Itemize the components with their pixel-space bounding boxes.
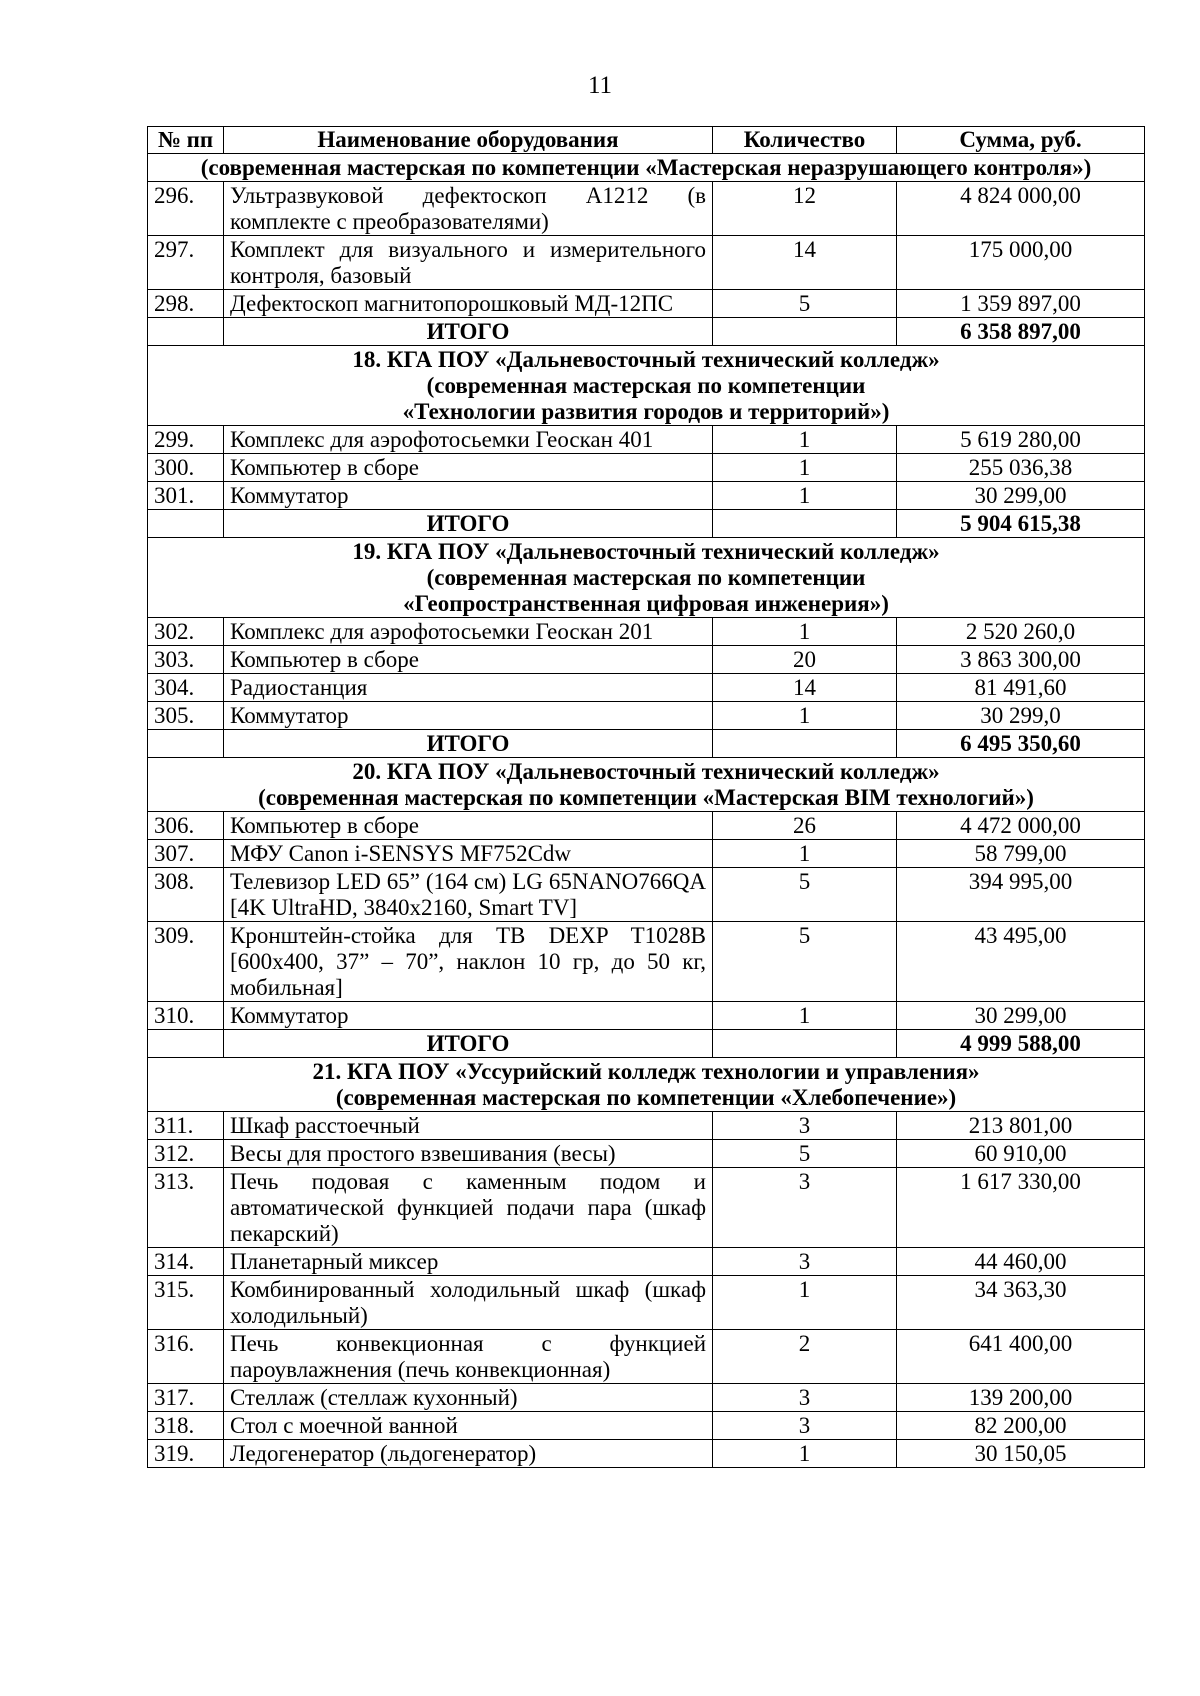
item-number: 305. bbox=[148, 702, 224, 730]
section-title-row bbox=[148, 154, 1145, 182]
table-row bbox=[148, 840, 1145, 868]
item-quantity: 1 bbox=[713, 702, 897, 730]
item-name: Компьютер в сборе bbox=[224, 454, 713, 482]
item-quantity: 1 bbox=[713, 454, 897, 482]
item-sum: 5 619 280,00 bbox=[897, 426, 1145, 454]
item-sum: 641 400,00 bbox=[897, 1330, 1145, 1384]
table-row bbox=[148, 674, 1145, 702]
item-sum: 394 995,00 bbox=[897, 868, 1145, 922]
item-sum: 81 491,60 bbox=[897, 674, 1145, 702]
item-quantity: 20 bbox=[713, 646, 897, 674]
section-title-line: (современная мастерская по компетенции «Хлебопечение») bbox=[335, 1085, 957, 1110]
section-title-line: (современная мастерская по компетенции «Мастерская неразрушающего контроля») bbox=[200, 155, 1092, 180]
item-quantity: 3 bbox=[713, 1412, 897, 1440]
item-number: 313. bbox=[148, 1168, 224, 1248]
table-row bbox=[148, 1002, 1145, 1030]
item-quantity: 5 bbox=[713, 922, 897, 1002]
total-empty-cell bbox=[713, 510, 897, 538]
table-row bbox=[148, 702, 1145, 730]
item-sum: 3 863 300,00 bbox=[897, 646, 1145, 674]
item-quantity: 3 bbox=[713, 1112, 897, 1140]
item-quantity: 1 bbox=[713, 426, 897, 454]
item-number: 318. bbox=[148, 1412, 224, 1440]
total-row bbox=[148, 318, 1145, 346]
item-quantity: 1 bbox=[713, 1002, 897, 1030]
table-header-row bbox=[148, 127, 1145, 154]
item-name: Печь подовая с каменным подом и автоматической функцией подачи пара (шкаф пекарский) bbox=[224, 1168, 713, 1248]
table-row bbox=[148, 1276, 1145, 1330]
item-number: 296. bbox=[148, 182, 224, 236]
item-name: Коммутатор bbox=[224, 702, 713, 730]
total-sum: 6 358 897,00 bbox=[897, 318, 1145, 346]
item-name: Комплекс для аэрофотосьемки Геоскан 201 bbox=[224, 618, 713, 646]
item-quantity: 2 bbox=[713, 1330, 897, 1384]
item-name: Ультразвуковой дефектоскоп А1212 (в комплекте с преобразователями) bbox=[224, 182, 713, 236]
header-sum: Сумма, руб. bbox=[897, 127, 1145, 154]
total-empty-cell bbox=[148, 510, 224, 538]
item-sum: 1 359 897,00 bbox=[897, 290, 1145, 318]
table-row bbox=[148, 618, 1145, 646]
item-sum: 30 299,00 bbox=[897, 1002, 1145, 1030]
item-name: Комплекс для аэрофотосьемки Геоскан 401 bbox=[224, 426, 713, 454]
item-name: Стол с моечной ванной bbox=[224, 1412, 713, 1440]
section-title-line: 19. КГА ПОУ «Дальневосточный технический колледж» bbox=[352, 539, 940, 564]
item-name: Дефектоскоп магнитопорошковый МД-12ПС bbox=[224, 290, 713, 318]
item-sum: 139 200,00 bbox=[897, 1384, 1145, 1412]
section-title bbox=[148, 154, 1145, 182]
table-row bbox=[148, 1112, 1145, 1140]
section-title bbox=[148, 1058, 1145, 1112]
total-empty-cell bbox=[148, 730, 224, 758]
total-label: ИТОГО bbox=[224, 730, 713, 758]
item-number: 301. bbox=[148, 482, 224, 510]
table-row bbox=[148, 1440, 1145, 1468]
item-quantity: 1 bbox=[713, 1440, 897, 1468]
item-number: 306. bbox=[148, 812, 224, 840]
section-title-line: (современная мастерская по компетенции «Мастерская BIM технологий») bbox=[258, 785, 1034, 810]
section-title-line: 20. КГА ПОУ «Дальневосточный технический колледж» bbox=[352, 759, 940, 784]
section-title-line: 18. КГА ПОУ «Дальневосточный технический колледж» bbox=[352, 347, 940, 372]
item-number: 311. bbox=[148, 1112, 224, 1140]
section-title-line: (современная мастерская по компетенции bbox=[426, 565, 866, 590]
item-number: 312. bbox=[148, 1140, 224, 1168]
table-row bbox=[148, 454, 1145, 482]
table-row bbox=[148, 182, 1145, 236]
table-row bbox=[148, 290, 1145, 318]
item-name: Ледогенератор (льдогенератор) bbox=[224, 1440, 713, 1468]
table-row bbox=[148, 646, 1145, 674]
item-name: Кронштейн-стойка для ТВ DEXP T1028B [600x400, 37” – 70”, наклон 10 гр, до 50 кг, мобильная] bbox=[224, 922, 713, 1002]
table-row bbox=[148, 868, 1145, 922]
total-empty-cell bbox=[148, 318, 224, 346]
table-row bbox=[148, 812, 1145, 840]
item-sum: 30 299,0 bbox=[897, 702, 1145, 730]
item-name: Стеллаж (стеллаж кухонный) bbox=[224, 1384, 713, 1412]
total-empty-cell bbox=[713, 1030, 897, 1058]
item-number: 299. bbox=[148, 426, 224, 454]
total-sum: 4 999 588,00 bbox=[897, 1030, 1145, 1058]
section-title-line: «Геопространственная цифровая инженерия») bbox=[403, 591, 889, 616]
item-number: 300. bbox=[148, 454, 224, 482]
item-sum: 30 150,05 bbox=[897, 1440, 1145, 1468]
item-sum: 2 520 260,0 bbox=[897, 618, 1145, 646]
item-quantity: 1 bbox=[713, 482, 897, 510]
item-number: 304. bbox=[148, 674, 224, 702]
total-empty-cell bbox=[713, 318, 897, 346]
item-sum: 44 460,00 bbox=[897, 1248, 1145, 1276]
section-title-row bbox=[148, 346, 1145, 426]
item-quantity: 5 bbox=[713, 1140, 897, 1168]
item-sum: 58 799,00 bbox=[897, 840, 1145, 868]
table-row bbox=[148, 1248, 1145, 1276]
item-quantity: 14 bbox=[713, 674, 897, 702]
total-row bbox=[148, 730, 1145, 758]
item-quantity: 5 bbox=[713, 290, 897, 318]
table-row bbox=[148, 1412, 1145, 1440]
item-quantity: 26 bbox=[713, 812, 897, 840]
item-name: Коммутатор bbox=[224, 482, 713, 510]
item-number: 314. bbox=[148, 1248, 224, 1276]
item-number: 319. bbox=[148, 1440, 224, 1468]
item-sum: 175 000,00 bbox=[897, 236, 1145, 290]
item-number: 307. bbox=[148, 840, 224, 868]
equipment-table bbox=[147, 126, 1145, 1468]
table-row bbox=[148, 426, 1145, 454]
item-sum: 30 299,00 bbox=[897, 482, 1145, 510]
item-number: 298. bbox=[148, 290, 224, 318]
item-sum: 4 472 000,00 bbox=[897, 812, 1145, 840]
section-title bbox=[148, 758, 1145, 812]
item-name: Комбинированный холодильный шкаф (шкаф холодильный) bbox=[224, 1276, 713, 1330]
table-row bbox=[148, 1168, 1145, 1248]
total-label: ИТОГО bbox=[224, 1030, 713, 1058]
item-name: Комплект для визуального и измерительного контроля, базовый bbox=[224, 236, 713, 290]
item-quantity: 1 bbox=[713, 618, 897, 646]
total-label: ИТОГО bbox=[224, 510, 713, 538]
total-sum: 6 495 350,60 bbox=[897, 730, 1145, 758]
item-number: 310. bbox=[148, 1002, 224, 1030]
item-sum: 34 363,30 bbox=[897, 1276, 1145, 1330]
item-name: Планетарный миксер bbox=[224, 1248, 713, 1276]
item-quantity: 3 bbox=[713, 1168, 897, 1248]
item-name: МФУ Canon i-SENSYS MF752Cdw bbox=[224, 840, 713, 868]
item-name: Шкаф расстоечный bbox=[224, 1112, 713, 1140]
table-row bbox=[148, 1330, 1145, 1384]
total-sum: 5 904 615,38 bbox=[897, 510, 1145, 538]
item-sum: 213 801,00 bbox=[897, 1112, 1145, 1140]
item-number: 317. bbox=[148, 1384, 224, 1412]
item-number: 303. bbox=[148, 646, 224, 674]
item-sum: 1 617 330,00 bbox=[897, 1168, 1145, 1248]
item-number: 309. bbox=[148, 922, 224, 1002]
item-sum: 82 200,00 bbox=[897, 1412, 1145, 1440]
item-name: Компьютер в сборе bbox=[224, 646, 713, 674]
total-empty-cell bbox=[148, 1030, 224, 1058]
total-empty-cell bbox=[713, 730, 897, 758]
section-title-line: (современная мастерская по компетенции bbox=[426, 373, 866, 398]
table-row bbox=[148, 482, 1145, 510]
section-title-row bbox=[148, 1058, 1145, 1112]
page-number: 11 bbox=[587, 72, 613, 99]
total-row bbox=[148, 1030, 1145, 1058]
header-name: Наименование оборудования bbox=[224, 127, 713, 154]
header-num: № пп bbox=[148, 127, 224, 154]
item-sum: 4 824 000,00 bbox=[897, 182, 1145, 236]
total-row bbox=[148, 510, 1145, 538]
section-title-line: «Технологии развития городов и территорий») bbox=[402, 399, 890, 424]
section-title-line: 21. КГА ПОУ «Уссурийский колледж технологии и управления» bbox=[312, 1059, 980, 1084]
item-name: Печь конвекционная с функцией пароувлажнения (печь конвекционная) bbox=[224, 1330, 713, 1384]
table-row bbox=[148, 1140, 1145, 1168]
item-quantity: 14 bbox=[713, 236, 897, 290]
section-title-row bbox=[148, 758, 1145, 812]
item-quantity: 1 bbox=[713, 840, 897, 868]
item-name: Весы для простого взвешивания (весы) bbox=[224, 1140, 713, 1168]
item-sum: 43 495,00 bbox=[897, 922, 1145, 1002]
table-row bbox=[148, 922, 1145, 1002]
item-name: Коммутатор bbox=[224, 1002, 713, 1030]
section-title bbox=[148, 346, 1145, 426]
item-number: 302. bbox=[148, 618, 224, 646]
item-number: 316. bbox=[148, 1330, 224, 1384]
item-number: 315. bbox=[148, 1276, 224, 1330]
item-quantity: 5 bbox=[713, 868, 897, 922]
item-quantity: 3 bbox=[713, 1248, 897, 1276]
header-qty: Количество bbox=[713, 127, 897, 154]
item-quantity: 1 bbox=[713, 1276, 897, 1330]
item-quantity: 3 bbox=[713, 1384, 897, 1412]
item-quantity: 12 bbox=[713, 182, 897, 236]
total-label: ИТОГО bbox=[224, 318, 713, 346]
table-row bbox=[148, 1384, 1145, 1412]
table-row bbox=[148, 236, 1145, 290]
table-body bbox=[148, 154, 1145, 1468]
item-number: 297. bbox=[148, 236, 224, 290]
item-name: Телевизор LED 65” (164 см) LG 65NANO766QA [4K UltraHD, 3840x2160, Smart TV] bbox=[224, 868, 713, 922]
section-title-row bbox=[148, 538, 1145, 618]
item-sum: 60 910,00 bbox=[897, 1140, 1145, 1168]
section-title bbox=[148, 538, 1145, 618]
item-name: Радиостанция bbox=[224, 674, 713, 702]
item-number: 308. bbox=[148, 868, 224, 922]
item-name: Компьютер в сборе bbox=[224, 812, 713, 840]
item-sum: 255 036,38 bbox=[897, 454, 1145, 482]
